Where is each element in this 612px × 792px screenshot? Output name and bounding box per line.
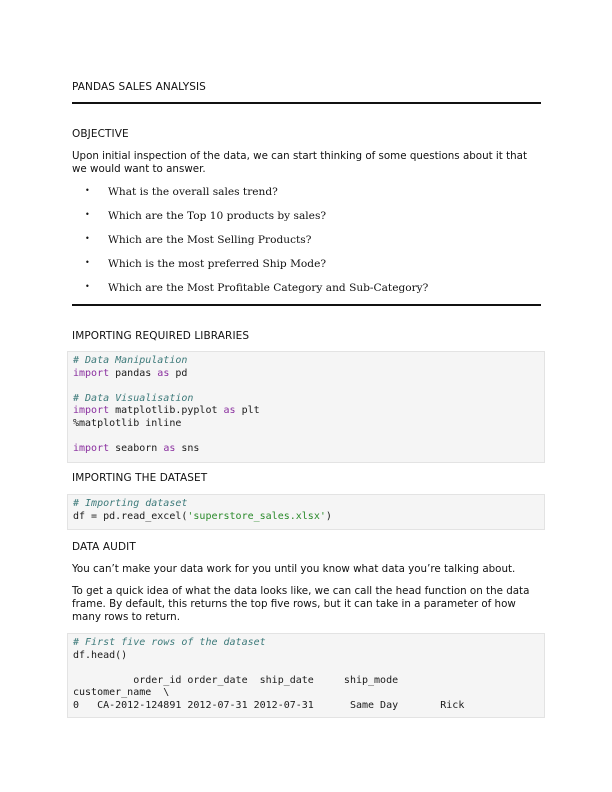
bullet-icon: • [85, 258, 90, 267]
code-text: seaborn [109, 442, 164, 454]
libraries-heading: IMPORTING REQUIRED LIBRARIES [72, 330, 250, 342]
objective-heading: OBJECTIVE [72, 128, 129, 140]
list-item [72, 232, 540, 256]
bullet-icon: • [85, 234, 90, 243]
code-text: sns [175, 442, 200, 454]
question-text: Which is the most preferred Ship Mode? [108, 258, 327, 270]
title-divider [72, 102, 541, 104]
code-comment: # Importing dataset [73, 498, 188, 509]
questions-list [72, 184, 540, 304]
code-text: pandas [109, 367, 158, 379]
code-comment: # Data Manipulation [73, 355, 188, 366]
bullet-icon: • [85, 210, 90, 219]
code-text: %matplotlib inline [73, 417, 182, 429]
question-text: Which are the Most Selling Products? [108, 234, 312, 246]
code-keyword: as [223, 405, 236, 416]
output-header: order_id order_date ship_date ship_mode [73, 674, 399, 686]
code-comment: # First five rows of the dataset [73, 637, 266, 648]
code-text: ) [325, 510, 332, 522]
bullet-icon: • [85, 186, 90, 195]
output-row: 0 CA-2012-124891 2012-07-31 2012-07-31 Same Day Rick [73, 699, 465, 711]
code-text: pd [169, 367, 188, 379]
code-text: df = pd.read_excel( [73, 510, 188, 522]
libraries-code-block[interactable] [67, 351, 545, 463]
code-keyword: import [73, 367, 110, 379]
list-item [72, 184, 540, 208]
document-title: PANDAS SALES ANALYSIS [72, 81, 206, 93]
code-keyword: as [163, 442, 176, 454]
code-keyword: as [157, 367, 170, 379]
list-item [72, 208, 540, 232]
objective-divider [72, 304, 541, 306]
dataset-heading: IMPORTING THE DATASET [72, 472, 208, 484]
list-item [72, 280, 540, 304]
dataset-code-block[interactable] [67, 494, 545, 530]
audit-paragraph-2: To get a quick idea of what the data looks like, we can call the head function on the data frame. By default, this returns the top five rows, but it can take in a parameter of how many rows to return. [72, 585, 530, 623]
objective-intro: Upon initial inspection of the data, we can start thinking of some questions about it that we would want to answer. [72, 150, 528, 175]
audit-paragraph-1: You can’t make your data work for you until you know what data you’re talking about. [72, 563, 516, 575]
head-code-block[interactable] [67, 633, 545, 718]
audit-heading: DATA AUDIT [72, 541, 136, 553]
code-text: df.head() [73, 649, 128, 661]
list-item [72, 256, 540, 280]
code-text: matplotlib.pyplot [109, 405, 224, 416]
bullet-icon: • [85, 282, 90, 291]
question-text: Which are the Most Profitable Category and Sub-Category? [108, 282, 429, 294]
code-comment: # Data Visualisation [73, 392, 194, 404]
question-text: Which are the Top 10 products by sales? [108, 210, 327, 222]
code-text: plt [235, 405, 260, 416]
output-header-cont: customer_name \ [73, 687, 170, 698]
code-keyword: import [73, 405, 110, 416]
code-string: 'superstore_sales.xlsx' [187, 510, 326, 522]
question-text: What is the overall sales trend? [108, 186, 278, 198]
code-keyword: import [73, 442, 110, 454]
